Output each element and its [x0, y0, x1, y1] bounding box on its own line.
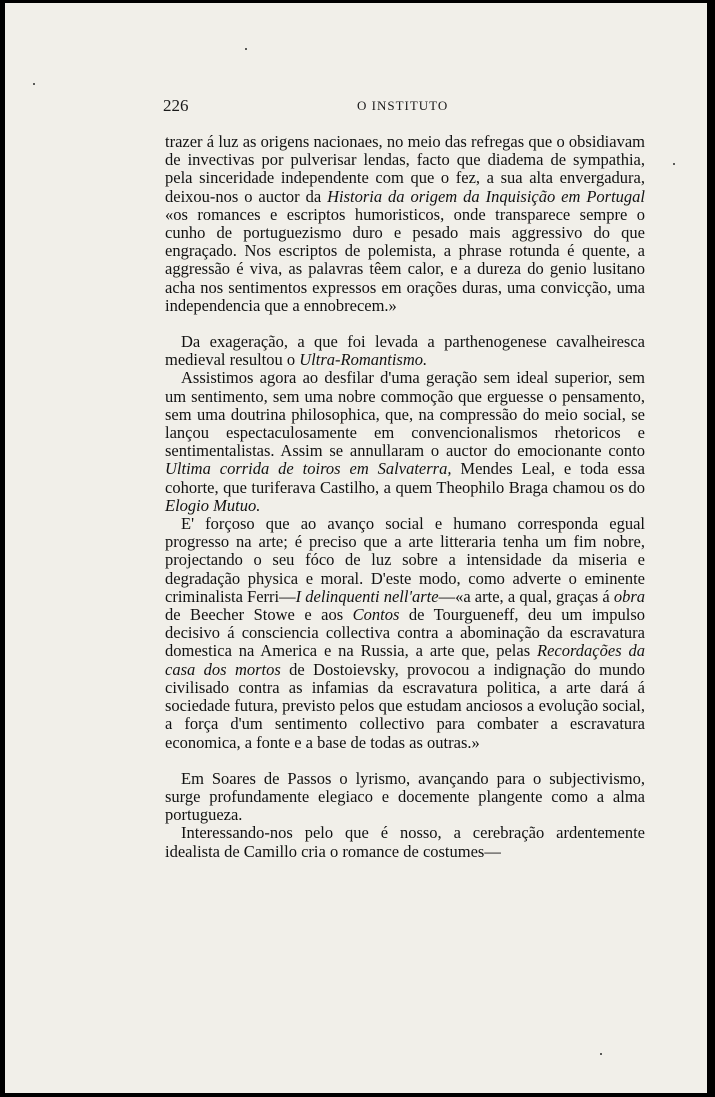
book-page — [5, 3, 707, 1093]
paper-speck — [245, 48, 247, 50]
paper-speck — [600, 1053, 602, 1055]
paper-speck — [673, 163, 675, 165]
title-elogio-mutuo: Elogio Mutuo. — [165, 495, 261, 515]
paragraph-6: Interessando-nos pelo que é nosso, a cerebração ardentemente idealista de Camillo cria o romance de costumes— — [165, 823, 645, 861]
book-title-historia: Historia da origem da Inquisição em Portugal — [327, 186, 645, 206]
title-ultima-corrida: Ultima corrida de toiros em Salvaterra, — [165, 459, 452, 479]
title-delinquenti: I delinquenti nell'arte — [295, 586, 439, 606]
page-number: 226 — [163, 96, 189, 115]
term-ultra-romantismo: Ultra-Romantismo. — [299, 350, 428, 370]
paper-speck — [33, 83, 35, 85]
word-obra: obra — [613, 586, 645, 606]
running-head: O INSTITUTO — [357, 98, 449, 113]
paragraph-3: Assistimos agora ao desfilar d'uma geração sem ideal superior, sem um sentimento, sem uma nobre commoção que erguesse o pensamento, sem uma doutrina philosophica, que, na compressão do meio social, se lançou espectaculosamente em convencionalismos rhetoricos e sentimentalistas. Assim se annullaram o auctor do emocionante conto Ultima corrida de toiros em Salvaterra, Mendes Leal, e toda essa cohorte, que turiferava Castilho, a quem Theophilo Braga chamou os do Elogio Mutuo. — [165, 368, 645, 515]
paragraph-2: Da exageração, a que foi levada a parthenogenese cavalheiresca medieval resultou o Ultra-Romantismo. — [165, 332, 645, 370]
paragraph-4: E' forçoso que ao avanço social e humano corresponda egual progresso na arte; é preciso que a arte litteraria tenha um fim nobre, projectando o seu fóco de luz sobre a intensidade da miseria e degradação physica e moral. D'este modo, como adverte o eminente criminalista Ferri—I delinquenti nell'arte—«a arte, a qual, graças á obra de Beecher Stowe e aos Contos de Tourgueneff, deu um impulso decisivo á consciencia collectiva contra a abominação da escravatura domestica na America e na Russia, a arte que, pelas Recordações da casa dos mortos de Dostoievsky, provocou a indignação do mundo civilisado contra as infamias da escravatura politica, a arte dará á sociedade futura, previsto pelos que estudam anciosos a evolução social, a força d'um sentimento collectivo para combater a escravatura economica, a fonte e a base de todas as outras.» — [165, 514, 645, 752]
title-recordacoes: Recordações da casa dos mortos — [165, 641, 645, 679]
paragraph-1: trazer á luz as origens nacionaes, no meio das refregas que o obsidiavam de invectivas por pulverisar lendas, facto que diadema de sympathia, pela sinceridade independente com que o fez, a sua alta envergadura, deixou-nos o auctor da Historia da origem da Inquisição em Portugal «os romances e escriptos humoristicos, onde transparece sempre o cunho de portuguezismo duro e pesado mais aggressivo do que engraçado. Nos escriptos de polemista, a phrase rotunda é quente, a aggressão é viva, as palavras têem calor, e a dureza do genio lusitano acha nos sentimentos expressos em orações duras, uma convicção, uma independencia que a ennobrecem.» — [165, 132, 645, 315]
page-header — [5, 96, 707, 116]
title-contos: Contos — [352, 605, 400, 625]
body-text — [165, 133, 645, 861]
paragraph-5: Em Soares de Passos o lyrismo, avançando para o subjectivismo, surge profundamente elegiaco e docemente plangente como a alma portugueza. — [165, 768, 645, 825]
